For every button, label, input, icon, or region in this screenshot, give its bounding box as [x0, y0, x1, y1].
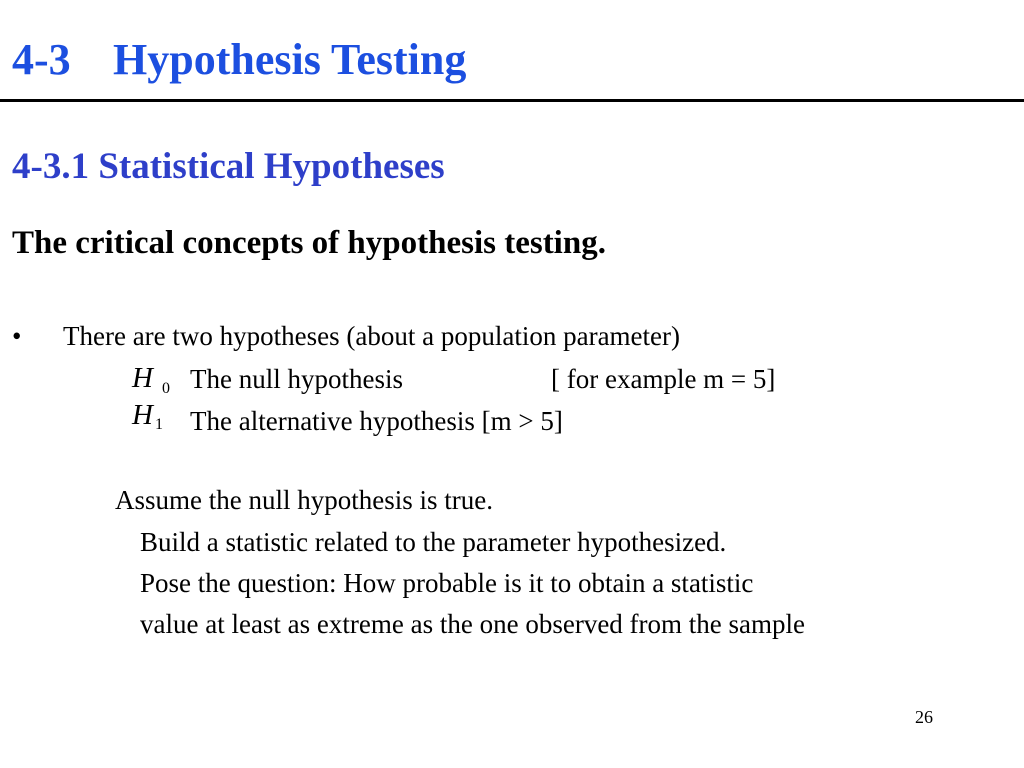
title-divider	[0, 99, 1024, 102]
step-line: value at least as extreme as the one observed from the sample	[140, 609, 805, 639]
section-subtitle: 4-3.1 Statistical Hypotheses	[12, 146, 445, 187]
slide-title-number: 4-3	[12, 35, 71, 84]
alternative-hypothesis-label: The alternative hypothesis [m > 5]	[190, 406, 563, 436]
bullet-text: There are two hypotheses (about a population parameter)	[63, 321, 681, 351]
slide-title: Hypothesis Testing	[113, 35, 467, 84]
step-line: Pose the question: How probable is it to obtain a statistic	[140, 568, 754, 598]
h0-subscript: 0	[162, 380, 170, 397]
section-heading: The critical concepts of hypothesis testing.	[12, 225, 606, 261]
page-number: 26	[915, 707, 933, 727]
bullet-marker: •	[12, 321, 22, 351]
h0-symbol: H	[132, 362, 153, 394]
step-line: Build a statistic related to the parameter hypothesized.	[140, 527, 727, 557]
h1-symbol: H	[132, 399, 153, 431]
null-hypothesis-label: The null hypothesis	[190, 364, 403, 394]
h1-subscript: 1	[155, 416, 163, 433]
null-hypothesis-example: [ for example m = 5]	[551, 364, 776, 394]
assume-null-text: Assume the null hypothesis is true.	[115, 485, 493, 515]
